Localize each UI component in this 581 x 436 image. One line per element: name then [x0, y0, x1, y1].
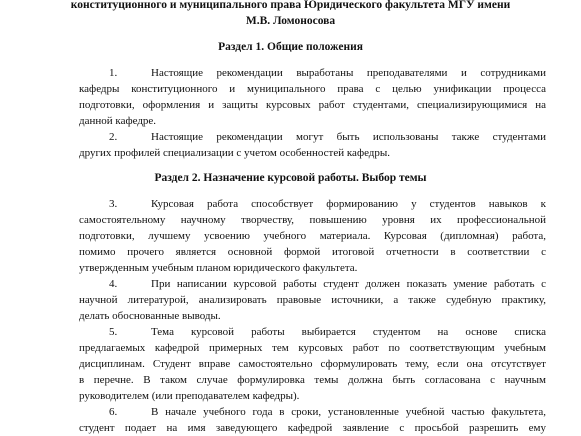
paragraph-number: 5. — [109, 326, 118, 338]
document-header-line-2: М.В. Ломоносова — [245, 15, 336, 27]
paragraph-6 — [79, 404, 546, 436]
paragraph-4 — [79, 276, 546, 324]
paragraph-line: Курсовая работа способствует формированию у студентов навыков к — [151, 198, 546, 210]
paragraph-line: Настоящие рекомендации выработаны преподавателями и сотрудниками — [151, 67, 546, 79]
paragraph-2 — [79, 129, 546, 161]
paragraph-line: предлагаемых кафедрой примерных тем курсовых работ по соответствующим учебным — [79, 342, 546, 354]
paragraph-line: подготовки, лучшему усвоению учебного материала. Курсовая (дипломная) работа, — [79, 230, 546, 242]
paragraph-line: помимо прочего является основной формой итоговой отчетности в соответствии с — [79, 246, 546, 258]
section-2-title: Раздел 2. Назначение курсовой работы. Выбор темы — [154, 172, 427, 184]
paragraph-line: руководителем (или преподавателем кафедры). — [79, 390, 300, 402]
paragraph-line: самостоятельному научному творчеству, повышению уровня их профессиональной — [79, 214, 546, 226]
paragraph-number: 3. — [109, 198, 118, 210]
section-1-title: Раздел 1. Общие положения — [218, 41, 363, 53]
paragraph-line: делать обоснованные выводы. — [79, 310, 221, 322]
paragraph-line: Настоящие рекомендации могут быть использованы также студентами — [151, 131, 546, 143]
paragraph-number: 1. — [109, 67, 118, 79]
paragraph-line: подготовки, оформления и защиты курсовых работ студентами, специализирующимися на — [79, 99, 546, 111]
paragraph-line: дисциплинам. Студент вправе самостоятельно сформулировать тему, если она отсутствует — [79, 358, 546, 370]
paragraph-line: Тема курсовой работы выбирается студентом на основе списка — [151, 326, 546, 338]
document-header-line-1: конституционного и муниципального права Юридического факультета МГУ имени — [70, 0, 511, 11]
paragraph-1 — [79, 65, 546, 129]
paragraph-line: в перечне. В таком случае формулировка темы должна быть согласована с научным — [79, 374, 546, 386]
paragraph-line: студент подает на имя заведующего кафедрой заявление с просьбой разрешить ему — [79, 422, 546, 434]
paragraph-5 — [79, 324, 546, 404]
paragraph-number: 2. — [109, 131, 118, 143]
paragraph-line: кафедры конституционного и муниципального права с целью унификации процесса — [79, 83, 546, 95]
paragraph-line: других профилей специализации с учетом особенностей кафедры. — [79, 147, 391, 159]
paragraph-number: 6. — [109, 406, 118, 418]
paragraph-line: утвержденным учебным планом юридического факультета. — [79, 262, 358, 274]
paragraph-line: данной кафедре. — [79, 115, 157, 127]
paragraph-line: При написании курсовой работы студент должен показать умение работать с — [151, 278, 546, 290]
paragraph-line: научной литературой, анализировать правовые источники, а также судебную практику, — [79, 294, 546, 306]
paragraph-line: В начале учебного года в сроки, установленные учебной частью факультета, — [151, 406, 546, 418]
paragraph-number: 4. — [109, 278, 118, 290]
paragraph-3 — [79, 196, 546, 276]
